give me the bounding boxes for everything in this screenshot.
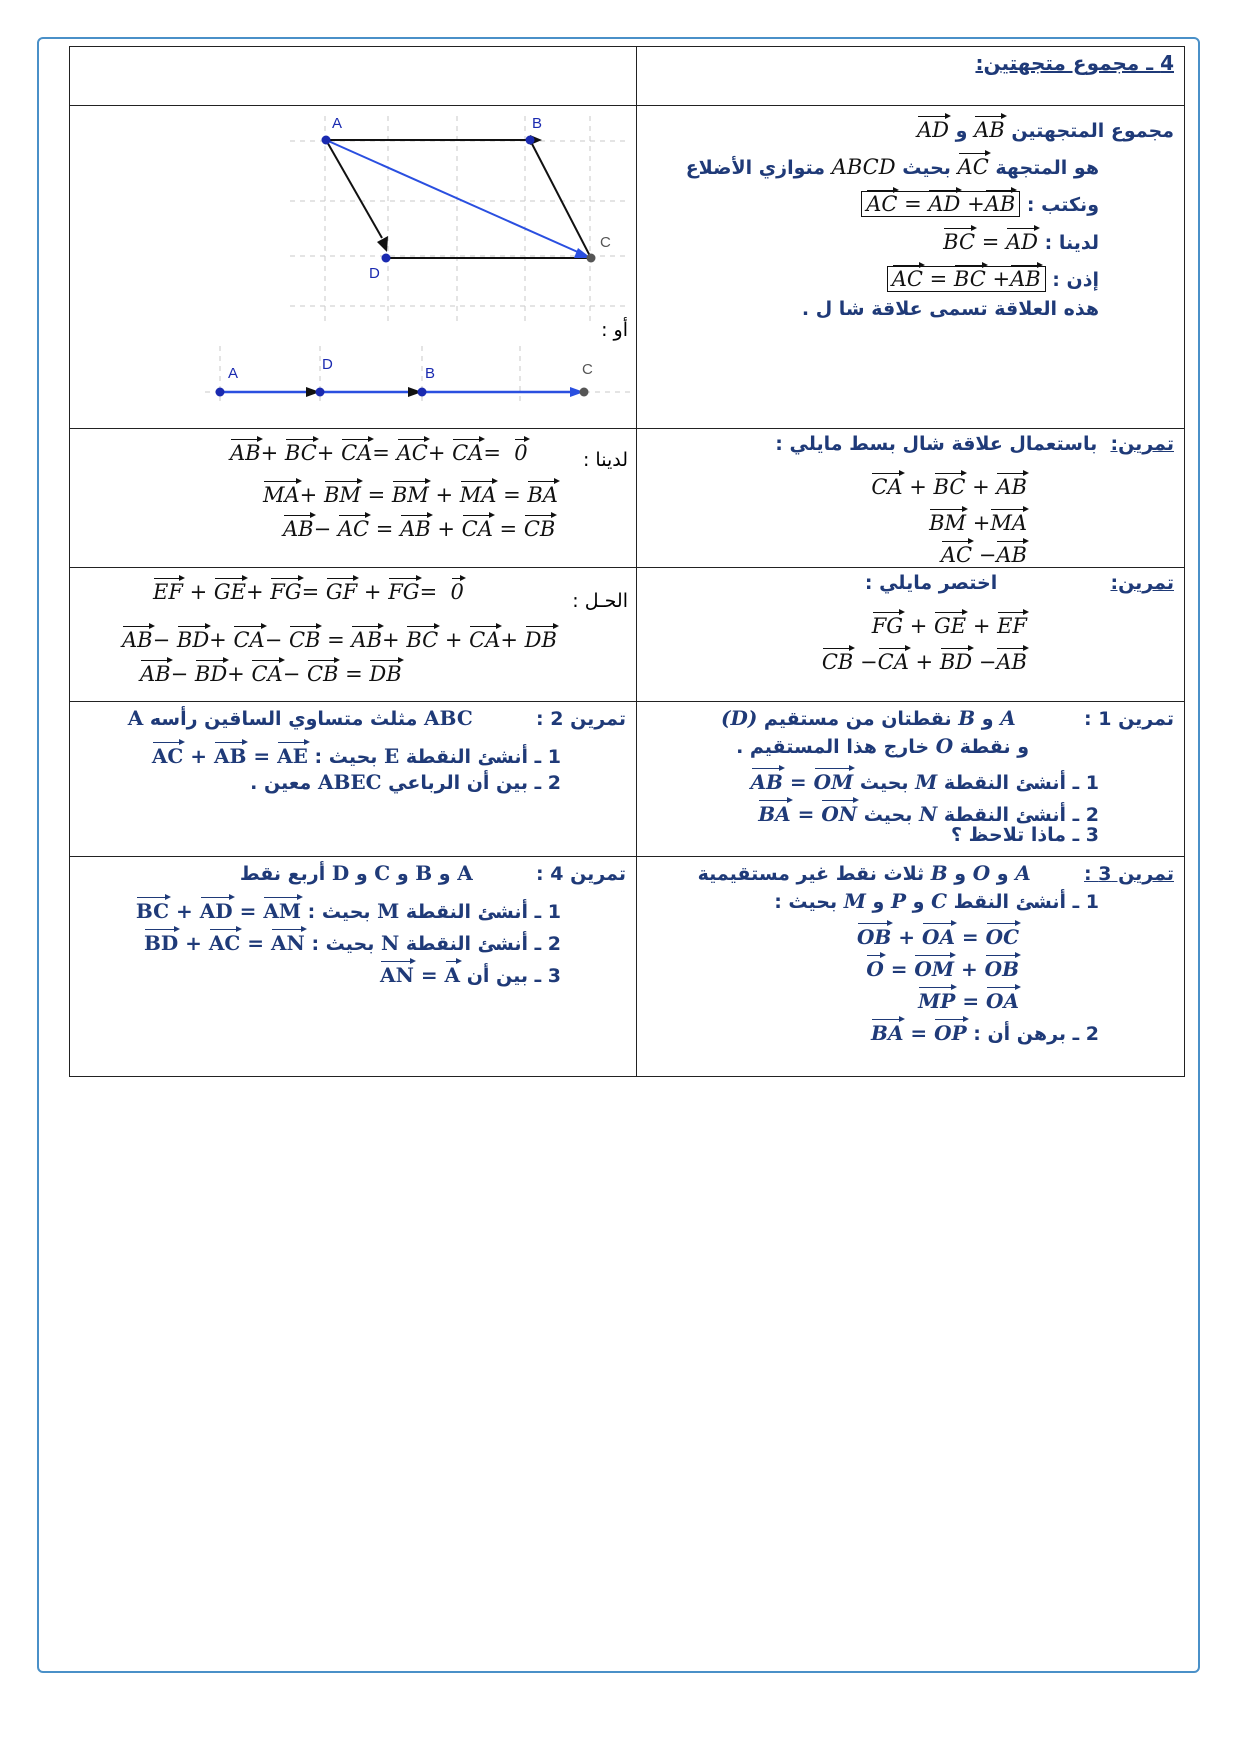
point-d-dot (382, 254, 391, 263)
def-line-4: لدينا : AD = BC (943, 224, 1099, 254)
label-b: B (532, 115, 543, 132)
title-left-cell (70, 47, 637, 106)
ex4-line-1: تمرين 4 : A و B و C و D أربع نقط (239, 861, 626, 885)
point-b-dot (526, 136, 535, 145)
def-line-2: هو المتجهة AC بحيث ABCD متوازي الأضلاع (686, 149, 1099, 179)
def-line-6: هذه العلاقة تسمى علاقة شا ل . (801, 298, 1099, 320)
row-ex3-ex4 (70, 857, 1185, 1077)
side-bc-line (530, 140, 591, 258)
point-d2-dot (316, 388, 325, 397)
chasles-expr-3: AB− AC (941, 537, 1027, 567)
lesson-table (69, 46, 1185, 1077)
ex1-line-2: و نقطة O خارج هذا المستقيم . (736, 734, 1029, 758)
chasles-question-cell (637, 429, 1185, 568)
simplify-expr-1: EF + GE + FG (872, 608, 1027, 638)
figure-cell (70, 106, 637, 429)
ex3-cell (637, 857, 1185, 1077)
arrow-ad-icon (377, 236, 388, 252)
chasles-expr-2: MA+ BM (929, 505, 1027, 535)
ex3-q2: 2 ـ برهن أن : OP = BA (871, 1015, 1099, 1045)
grid-lines (205, 116, 630, 406)
ex3-eq-2: OB + OM = O (866, 951, 1019, 981)
chasles-answer-2: MA+ BM = BM + MA = BA (263, 477, 558, 507)
ex4-q2: 2 ـ أنشئ النقطة N بحيث : AN = AC + BD (144, 925, 561, 955)
point-c-dot (587, 254, 596, 263)
def-line-3: ونكتب : AB+ AD = AC (861, 186, 1099, 216)
simplify-expr-2: AB− BD + CA− CB (822, 644, 1027, 674)
vector-ad-line (326, 140, 382, 238)
ex1-cell (637, 702, 1185, 857)
label-a2: A (228, 365, 239, 382)
label-c2: C (582, 361, 593, 378)
point-b2-dot (418, 388, 427, 397)
label-c: C (600, 234, 611, 251)
point-a2-dot (216, 388, 225, 397)
simplify-question: تمرين: اختصر مايلي : (864, 572, 1174, 594)
point-c2-dot (580, 388, 589, 397)
simplify-answer-1: EF + GE+ FG= GF + FG= 0 (153, 574, 464, 604)
title-right-cell (637, 47, 1185, 106)
ex2-cell (70, 702, 637, 857)
section-title: 4 ـ مجموع متجهتين: (975, 51, 1174, 75)
ex4-cell (70, 857, 637, 1077)
label-d2: D (322, 356, 333, 373)
def-line-1: مجموع المتجهتين AB و AD (917, 112, 1174, 142)
chasles-answer-label: لدينا : (582, 449, 628, 471)
simplify-answer-cell (70, 568, 637, 702)
chasles-answer-1: AB+ BC+ CA= AC+ CA= 0 (230, 435, 528, 465)
row-chasles (70, 429, 1185, 568)
ex2-q1: 1 ـ أنشئ النقطة E بحيث : AE = AB + AC (152, 738, 561, 768)
point-a-dot (322, 136, 331, 145)
chasles-answer-3: AB− AC = AB + CA = CB (283, 511, 555, 541)
label-b2: B (425, 365, 436, 382)
ex1-line-1: تمرين 1 : A و B نقطتان من مستقيم (D) (721, 706, 1174, 730)
row-simplify (70, 568, 1185, 702)
or-label: أو : (601, 319, 628, 341)
simplify-answer-label: الحـل : (572, 590, 628, 612)
ex2-line-1: تمرين 2 : ABC مثلث متساوي الساقين رأسه A (127, 706, 626, 730)
chasles-expr-1: AB + BC + CA (871, 469, 1027, 499)
ex1-q3: 3 ـ ماذا تلاحظ ؟ (951, 824, 1099, 846)
ex1-q2: 2 ـ أنشئ النقطة N بحيث ON = BA (758, 796, 1099, 826)
label-d: D (369, 265, 380, 282)
ex3-eq-1: OC = OA + OB (857, 919, 1019, 949)
chasles-answer-cell (70, 429, 637, 568)
ex4-q3: 3 ـ بين أن A = AN (380, 957, 561, 987)
row-ex1-ex2 (70, 702, 1185, 857)
row-title (70, 47, 1185, 106)
chasles-question: تمرين: باستعمال علاقة شال بسط مايلي : (775, 433, 1174, 455)
label-a: A (332, 115, 343, 132)
def-line-5: إذن : AB+ BC = AC (887, 261, 1099, 291)
ex3-eq-3: OA = MP (918, 983, 1019, 1013)
ex3-q1: 1 ـ أنشئ النقط C و P و M بحيث : (774, 889, 1099, 913)
simplify-answer-3: AB− BD+ CA− CB = DB (140, 656, 402, 686)
ex4-q1: 1 ـ أنشئ النقطة M بحيث : AM = AD + BC (136, 893, 561, 923)
definition-cell (637, 106, 1185, 429)
vector-ac-line (326, 140, 580, 253)
row-definition (70, 106, 1185, 429)
simplify-answer-2: AB− BD+ CA− CB = AB+ BC + CA+ DB (122, 622, 557, 652)
ex1-q1: 1 ـ أنشئ النقطة M بحيث OM = AB (751, 764, 1099, 794)
ex2-q2: 2 ـ بين أن الرباعي ABEC معين . (250, 770, 561, 794)
simplify-question-cell (637, 568, 1185, 702)
vector-figures (70, 106, 635, 424)
ex3-line-1: تمرين 3 : A و O و B ثلاث نقط غير مستقيمية (697, 861, 1174, 885)
